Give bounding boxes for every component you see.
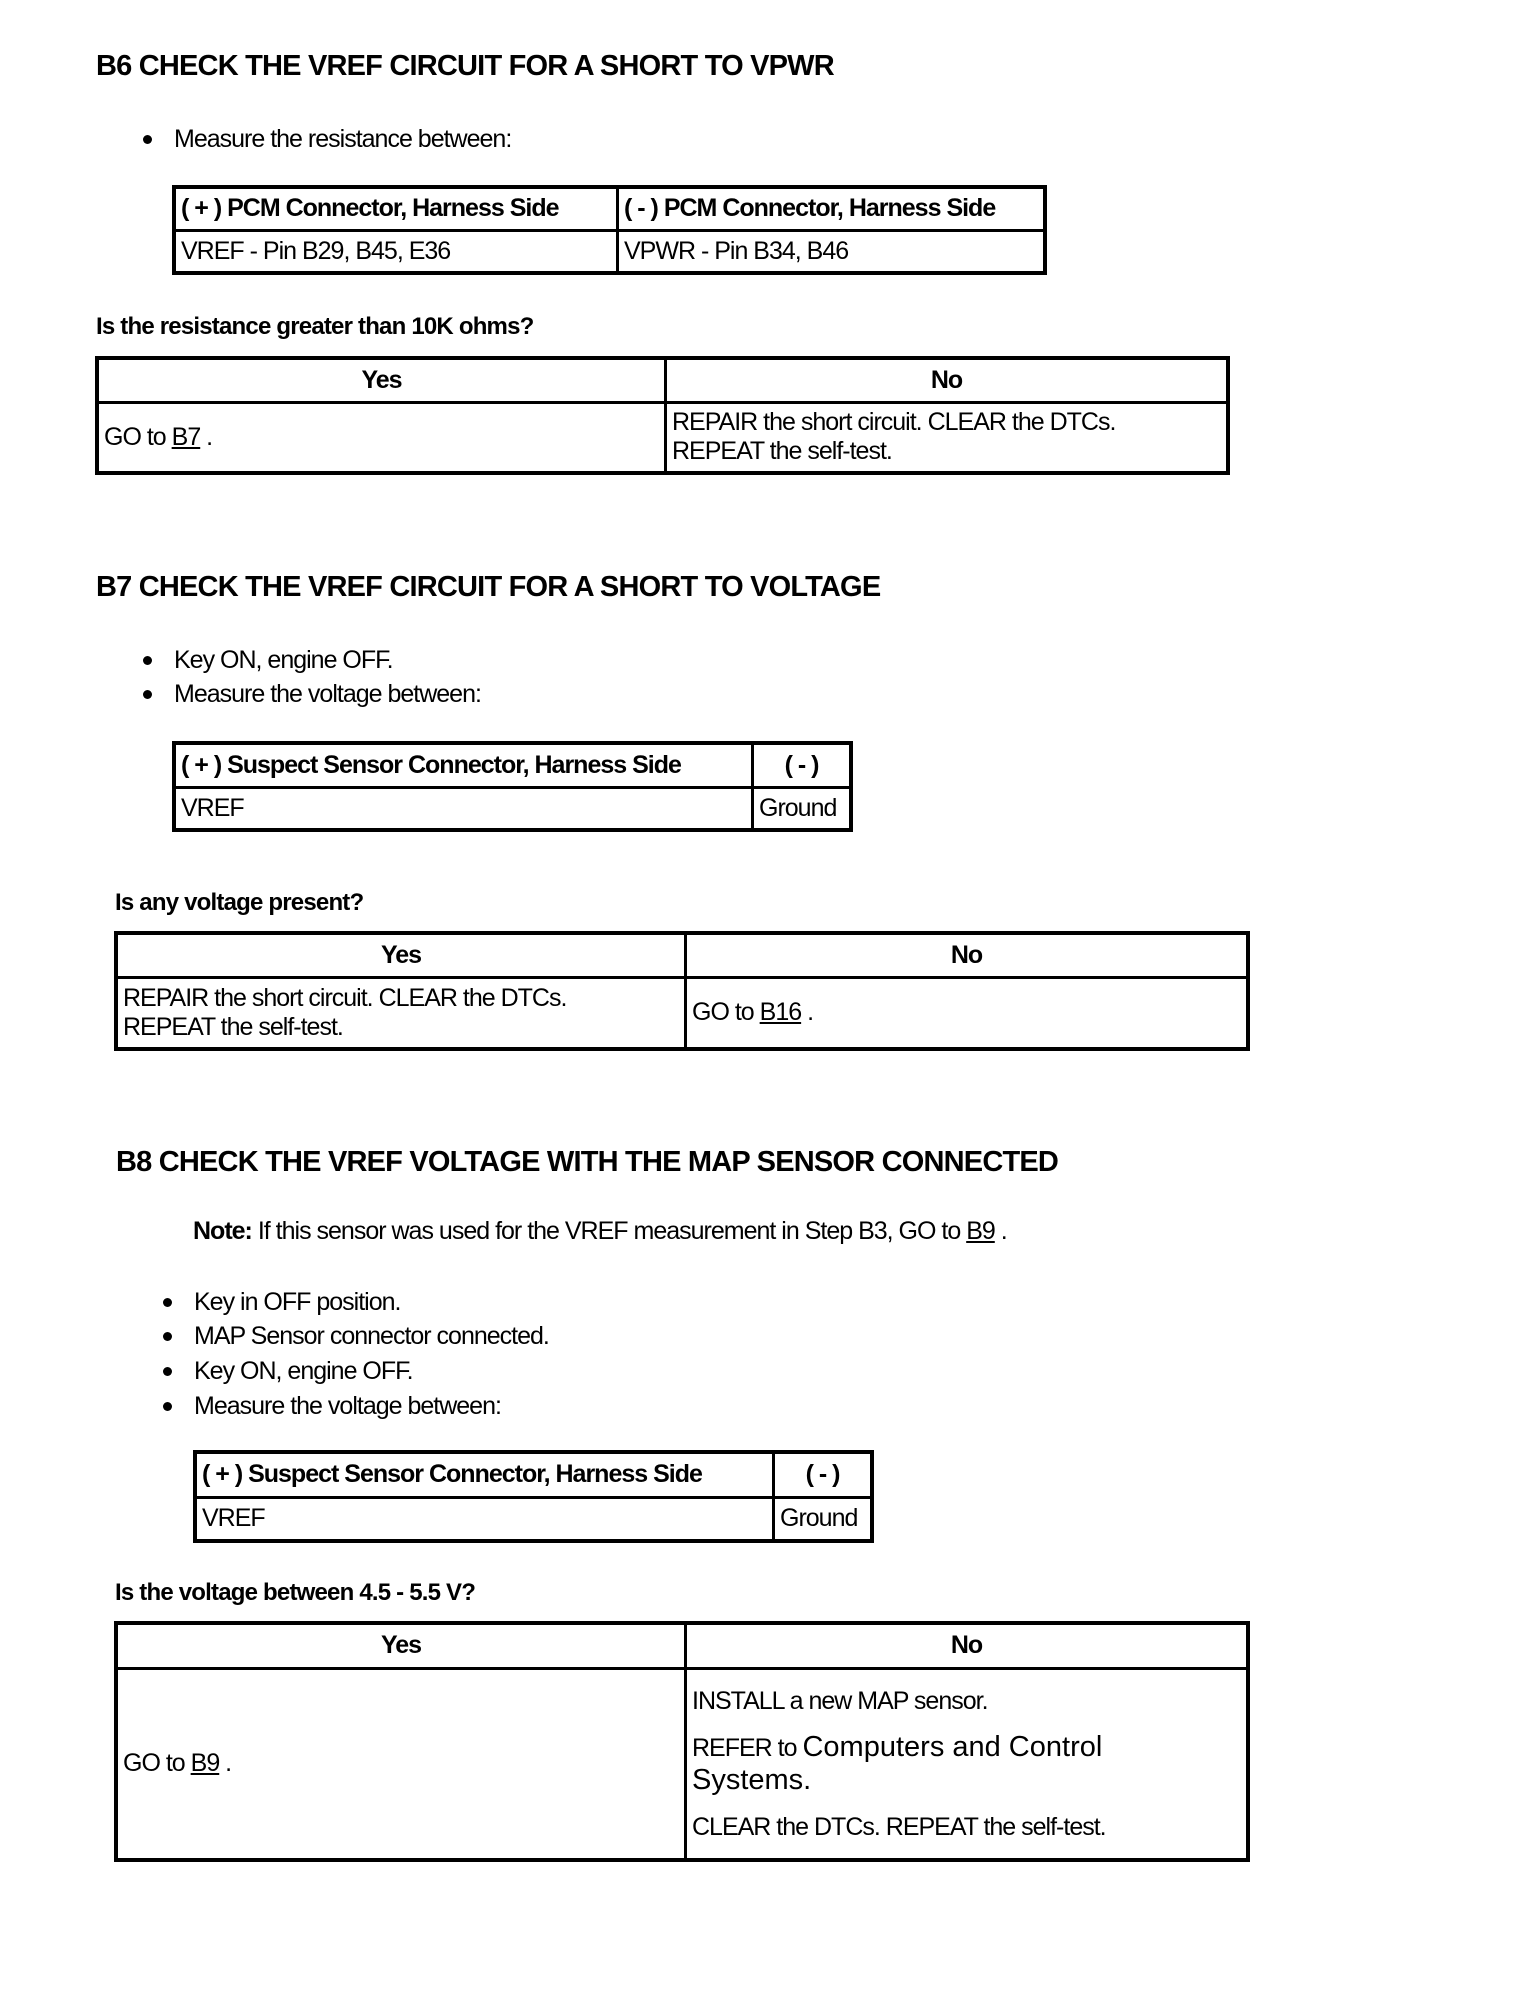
no-header: No bbox=[686, 1623, 1249, 1668]
b6-answer-table bbox=[95, 356, 1230, 475]
b8-bullet: MAP Sensor connector connected. bbox=[163, 1322, 549, 1351]
header-cell: ( + ) Suspect Sensor Connector, Harness Side bbox=[195, 1452, 774, 1497]
cell: VREF bbox=[195, 1497, 774, 1541]
b7-heading: B7 CHECK THE VREF CIRCUIT FOR A SHORT TO VOLTAGE bbox=[96, 571, 881, 603]
b8-question: Is the voltage between 4.5 - 5.5 V? bbox=[115, 1579, 476, 1606]
yes-header: Yes bbox=[116, 1623, 686, 1668]
no-cell: REPAIR the short circuit. CLEAR the DTCs. REPEAT the self-test. bbox=[666, 402, 1229, 473]
bullet-icon bbox=[143, 656, 152, 665]
header-cell: ( - ) bbox=[774, 1452, 873, 1497]
yes-header: Yes bbox=[116, 933, 686, 977]
yes-header: Yes bbox=[97, 358, 666, 402]
yes-cell: GO to B7 . bbox=[97, 402, 666, 473]
cell: Ground bbox=[753, 787, 852, 830]
b7-bullet: Key ON, engine OFF. bbox=[143, 646, 393, 675]
header-cell: ( + ) Suspect Sensor Connector, Harness Side bbox=[174, 743, 753, 787]
b6-bullet: Measure the resistance between: bbox=[143, 125, 511, 154]
no-cell: GO to B16 . bbox=[686, 977, 1249, 1049]
cell: Ground bbox=[774, 1497, 873, 1541]
b7-answer-table bbox=[114, 931, 1250, 1051]
link-b7[interactable]: B7 bbox=[171, 422, 201, 451]
link-b9[interactable]: B9 bbox=[966, 1217, 995, 1245]
link-b9[interactable]: B9 bbox=[190, 1749, 220, 1778]
cell: VREF bbox=[174, 787, 753, 830]
header-cell: ( - ) bbox=[753, 743, 852, 787]
b6-measure-table bbox=[172, 185, 1047, 275]
no-header: No bbox=[686, 933, 1249, 977]
computers-control-systems-link[interactable]: Computers and Control Systems. bbox=[692, 1730, 1103, 1796]
bullet-icon bbox=[163, 1332, 172, 1341]
bullet-icon bbox=[163, 1402, 172, 1411]
bullet-icon bbox=[163, 1367, 172, 1376]
b8-bullet: Measure the voltage between: bbox=[163, 1392, 501, 1421]
b7-bullet: Measure the voltage between: bbox=[143, 680, 481, 709]
b8-answer-table bbox=[114, 1621, 1250, 1862]
yes-cell: GO to B9 . bbox=[116, 1668, 686, 1860]
bullet-icon bbox=[143, 135, 152, 144]
link-b16[interactable]: B16 bbox=[759, 998, 802, 1027]
no-cell: INSTALL a new MAP sensor. REFER to Computers and Control Systems. CLEAR the DTCs. REPEAT the self-test. bbox=[686, 1668, 1249, 1860]
b6-heading: B6 CHECK THE VREF CIRCUIT FOR A SHORT TO VPWR bbox=[96, 50, 834, 82]
cell: VREF - Pin B29, B45, E36 bbox=[174, 230, 618, 273]
b6-question: Is the resistance greater than 10K ohms? bbox=[96, 313, 534, 340]
yes-cell: REPAIR the short circuit. CLEAR the DTCs. REPEAT the self-test. bbox=[116, 977, 686, 1049]
b8-note: Note: If this sensor was used for the VREF measurement in Step B3, GO to B9 . bbox=[193, 1217, 1007, 1245]
header-cell: ( + ) PCM Connector, Harness Side bbox=[174, 187, 618, 230]
no-header: No bbox=[666, 358, 1229, 402]
b7-measure-table bbox=[172, 741, 853, 832]
cell: VPWR - Pin B34, B46 bbox=[618, 230, 1046, 273]
header-cell: ( - ) PCM Connector, Harness Side bbox=[618, 187, 1046, 230]
b8-measure-table bbox=[193, 1450, 874, 1543]
b7-question: Is any voltage present? bbox=[115, 889, 364, 916]
b8-bullet: Key in OFF position. bbox=[163, 1288, 400, 1317]
b8-heading: B8 CHECK THE VREF VOLTAGE WITH THE MAP SENSOR CONNECTED bbox=[116, 1146, 1059, 1178]
bullet-icon bbox=[163, 1298, 172, 1307]
note-label: Note: bbox=[193, 1217, 252, 1245]
bullet-icon bbox=[143, 690, 152, 699]
b8-bullet: Key ON, engine OFF. bbox=[163, 1357, 413, 1386]
